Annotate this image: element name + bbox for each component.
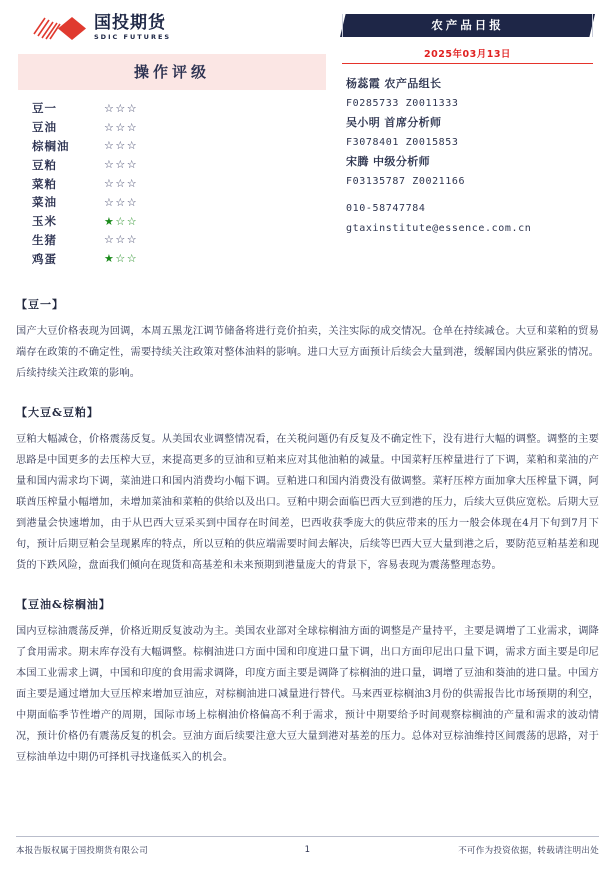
- rating-row: [32, 118, 326, 137]
- sdic-diamond-icon: [32, 14, 88, 42]
- rating-row: [32, 137, 326, 156]
- rating-commodity-name: 豆粕: [32, 157, 57, 172]
- report-content: [0, 296, 615, 768]
- rating-row: [32, 231, 326, 250]
- contact-block: [340, 74, 595, 238]
- rating-stars: ★☆☆: [104, 214, 139, 228]
- rating-commodity-name: 菜粕: [32, 176, 57, 191]
- rating-stars: ☆☆☆: [104, 120, 139, 134]
- rating-commodity-name: 棕榈油: [32, 138, 70, 153]
- rating-row: [32, 155, 326, 174]
- analyst-codes: F3078401 Z0015853: [346, 136, 459, 148]
- header-left-column: [18, 14, 326, 268]
- analyst-name-title: 吴小明 首席分析师: [346, 116, 442, 129]
- section-heading: 【豆一】: [16, 298, 64, 312]
- logo-chinese-name: 国投期货: [94, 13, 166, 34]
- banner-title: 农产品日报: [431, 18, 504, 32]
- report-date: 2025年03月13日: [424, 49, 511, 60]
- footer-copyright: 本报告版权属于国投期货有限公司: [16, 846, 149, 856]
- rating-stars: ☆☆☆: [104, 233, 139, 247]
- page-header: [0, 0, 615, 268]
- footer-divider: [16, 836, 599, 837]
- rating-stars: ☆☆☆: [104, 101, 139, 115]
- section-body: 豆粕大幅减仓，价格震荡反复。从美国农业调整情况看，在关税问题仍有反复及不确定性下，没有进行大幅的调整。调整的主要思路是中国更多的去压榨大豆，来提高更多的豆油和豆粕来应对其他油粕的减量。中国菜籽压榨量进行了下调，菜粕和菜油的产量和国内需求均下调，菜油进口和国内消费均小幅下调。豆粕进口和国内消费没有做调整。菜籽压榨方面加拿大压榨量下调，阿联酋压榨量小幅增加，未增加菜油和菜粕的供给以及出口。豆粕中期会面临巴西大豆到港的压力，后续大豆供应宽松。后期大豆到港量会快速增加，由于从巴西大豆采买到中国存在时间差，巴西收获季庞大的供应带来的压力一般会体现在4月下旬到7月下旬，预计后期豆粕会呈现累库的特点，所以豆粕的供应端需要时间去解决，后续等巴西大豆大量到港之后，要防范豆粕基差和现货的下跌风险，盘面我们倾向在现货和高基差和未来预期到港量庞大的背景下，容易表现为震荡整理态势。: [16, 434, 599, 572]
- rating-stars: ★☆☆: [104, 252, 139, 266]
- rating-list: [18, 90, 326, 268]
- section-soybean-and-meal: [16, 404, 599, 576]
- rating-stars: ☆☆☆: [104, 139, 139, 153]
- analyst-codes: F0285733 Z0011333: [346, 97, 459, 109]
- logo-english-name: SDIC FUTURES: [94, 33, 172, 42]
- page-footer: [16, 844, 599, 856]
- rating-stars: ☆☆☆: [104, 195, 139, 209]
- footer-page-number: 1: [304, 845, 311, 855]
- section-heading: 【大豆&豆粕】: [16, 406, 99, 420]
- section-heading: 【豆油&棕榈油】: [16, 598, 111, 612]
- rating-commodity-name: 鸡蛋: [32, 251, 57, 266]
- analyst-codes: F03135787 Z0021166: [346, 175, 466, 187]
- rating-stars: ☆☆☆: [104, 177, 139, 191]
- rating-commodity-name: 豆油: [32, 120, 57, 135]
- contact-email[interactable]: gtaxinstitute@essence.com.cn: [346, 222, 532, 234]
- header-right-column: [326, 14, 595, 268]
- rating-row: [32, 193, 326, 212]
- section-soybean-oil-and-palm-oil: [16, 596, 599, 768]
- rating-commodity-name: 生猪: [32, 232, 57, 247]
- section-body: 国内豆棕油震荡反弹，价格近期反复波动为主。美国农业部对全球棕榈油方面的调整是产量持平，主要是调增了工业需求，调降了食用需求。期末库存没有大幅调整。棕榈油进口方面中国和印度进口量下调，出口方面印尼出口量下调，需求方面主要是印尼本国工业需求上调，中国和印度的食用需求调降，印度方面主要是调降了棕榈油的进口量，调增了豆油和葵油的进口量。中国方面主要是通过增加大豆压榨来增加豆油应，对棕榈油进口减量进行替代。马来西亚棕榈油3月份的供需报告比市场预期的利空，中期面临季节性增产的周期，国际市场上棕榈油价格偏高不利于需求，预计中期要给予时间观察棕榈油的产量和需求的波动情况，预计价格仍有震荡反复的机会。豆油方面后续要注意大豆大量到港对基差的压力。总体对豆棕油维持区间震荡的思路，对于豆棕油单边中期仍可择机寻找逢低买入的机会。: [16, 626, 599, 764]
- report-type-banner: [340, 14, 595, 37]
- company-logo: [18, 14, 326, 42]
- section-soybean-no1: [16, 296, 599, 384]
- date-divider: [342, 63, 593, 64]
- rating-row: [32, 99, 326, 118]
- section-body: 国产大豆价格表现为回调，本周五黑龙江调节储备将进行竞价拍卖，关注实际的成交情况。仓单在持续减仓。大豆和菜粕的贸易端存在政策的不确定性，需要持续关注政策对整体油料的影响。进口大豆方面预计后续会大量到港，缓解国内供应紧张的情况。后续持续关注政策的影响。: [16, 326, 599, 380]
- contact-phone: 010-58747784: [346, 203, 426, 214]
- rating-row: [32, 174, 326, 193]
- footer-disclaimer: 不可作为投资依据，转载请注明出处: [458, 846, 599, 856]
- rating-stars: ☆☆☆: [104, 158, 139, 172]
- analyst-name-title: 杨蕊霞 农产品组长: [346, 77, 442, 90]
- rating-panel-title: 操作评级: [18, 54, 326, 90]
- analyst-name-title: 宋腾 中级分析师: [346, 155, 431, 168]
- rating-row: [32, 249, 326, 268]
- rating-commodity-name: 玉米: [32, 214, 57, 229]
- logo-text: [94, 15, 171, 41]
- contact-spacer: [346, 191, 595, 199]
- rating-row: [32, 212, 326, 231]
- rating-commodity-name: 菜油: [32, 195, 57, 210]
- rating-commodity-name: 豆一: [32, 101, 57, 116]
